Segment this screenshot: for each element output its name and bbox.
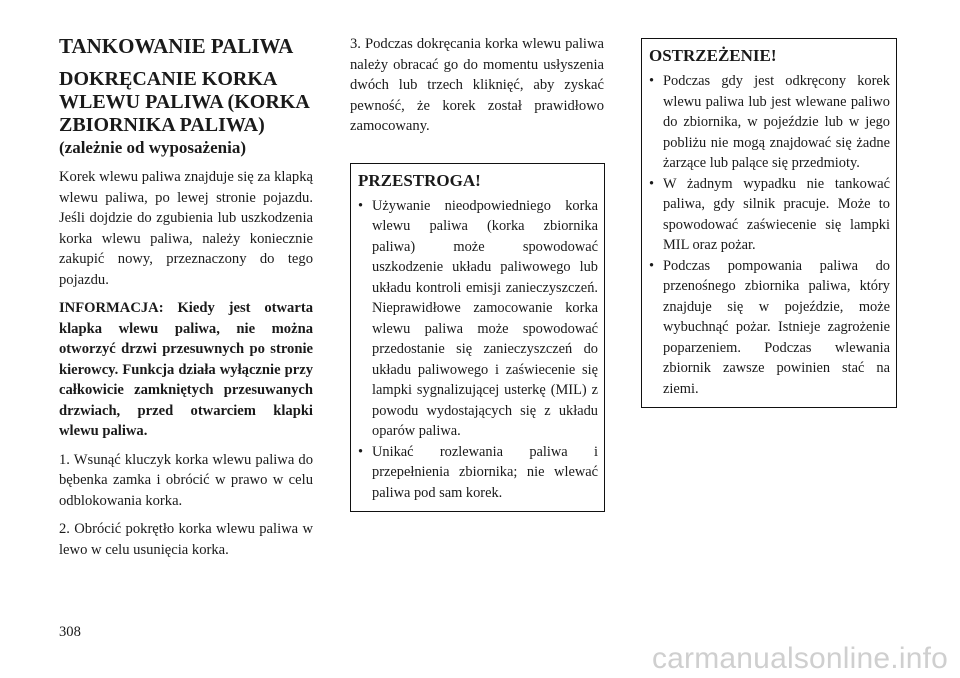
warning-box	[641, 38, 897, 408]
bullet-icon: •	[358, 443, 364, 460]
caution-title: PRZESTROGA!	[358, 170, 481, 190]
section-title: TANKOWANIE PALIWA	[59, 34, 294, 58]
middle-column	[350, 34, 604, 512]
warning-item: • Podczas gdy jest odkręcony korek wlewu paliwa lub jest wlewane paliwo do zbiornika, w pojeździe lub w jego pobliżu nie mogą znajdować się żadne żarzące lub palące się przedmioty.	[649, 73, 890, 171]
bullet-icon: •	[649, 257, 655, 274]
warning-list	[649, 71, 890, 399]
bullet-icon: •	[358, 197, 364, 214]
warning-item: • W żadnym wypadku nie tankować paliwa, gdy silnik pracuje. Może to spowodować zaświecenie się lampki MIL oraz pożar.	[649, 175, 890, 253]
warning-item: • Podczas pompowania paliwa do przenośnego zbiornika paliwa, który znajduje się w pojeździe, może wybuchnąć pożar. Istnieje zagrożenie poparzeniem. Podczas wlewania zbiornik zawsze powinien stać na ziemi.	[649, 257, 890, 397]
warning-title: OSTRZEŻENIE!	[649, 46, 777, 65]
step-1: 1. Wsunąć kluczyk korka wlewu paliwa do bębenka zamka i obrócić w prawo w celu odblokowania korka.	[59, 451, 313, 509]
bullet-icon: •	[649, 73, 655, 89]
caution-item: • Unikać rozlewania paliwa i przepełnienia zbiornika; nie wlewać paliwa pod sam korek.	[358, 443, 598, 501]
left-column	[59, 34, 313, 568]
bullet-icon: •	[649, 175, 655, 192]
subsection-note: (zależnie od wyposażenia)	[59, 138, 246, 157]
intro-paragraph: Korek wlewu paliwa znajduje się za klapką wlewu paliwa, po lewej stronie pojazdu. Jeśli dojdzie do zgubienia lub uszkodzenia korka wlewu paliwa, należy koniecznie zakupić nowy, przeznaczony do tego pojazdu.	[59, 169, 313, 288]
caution-box	[350, 163, 605, 513]
step-3: 3. Podczas dokręcania korka wlewu paliwa należy obracać go do momentu usłyszenia dwóch lub trzech kliknięć, aby zyskać pewność, że korek został prawidłowo zamocowany.	[350, 36, 604, 134]
page-number: 308	[59, 624, 81, 640]
info-note: INFORMACJA: Kiedy jest otwarta klapka wlewu paliwa, nie można otworzyć drzwi przesuwnych po stronie kierowcy. Funkcja działa wyłącznie przy całkowicie zamkniętych przesuwanych drzwiach, przed otwarciem klapki wlewu paliwa.	[59, 300, 313, 439]
caution-item: • Używanie nieodpowiedniego korka wlewu paliwa (korka zbiornika paliwa) może spowodować uszkodzenie układu paliwowego lub układu kontroli emisji zanieczyszczeń. Nieprawidłowe zamocowanie korka wlewu paliwa może spowodować przedostanie się zanieczyszczeń do układu paliwowego i zaświecenie się lampki sygnalizującej usterkę (MIL) z powodu wydostających się z układu oparów paliwa.	[358, 197, 598, 439]
watermark: carmanualsonline.info	[651, 642, 948, 675]
caution-list	[358, 196, 598, 504]
step-2: 2. Obrócić pokrętło korka wlewu paliwa w lewo w celu usunięcia korka.	[59, 521, 313, 558]
subsection-title: DOKRĘCANIE KORKA WLEWU PALIWA (KORKA ZBIORNIKA PALIWA)	[59, 68, 309, 136]
